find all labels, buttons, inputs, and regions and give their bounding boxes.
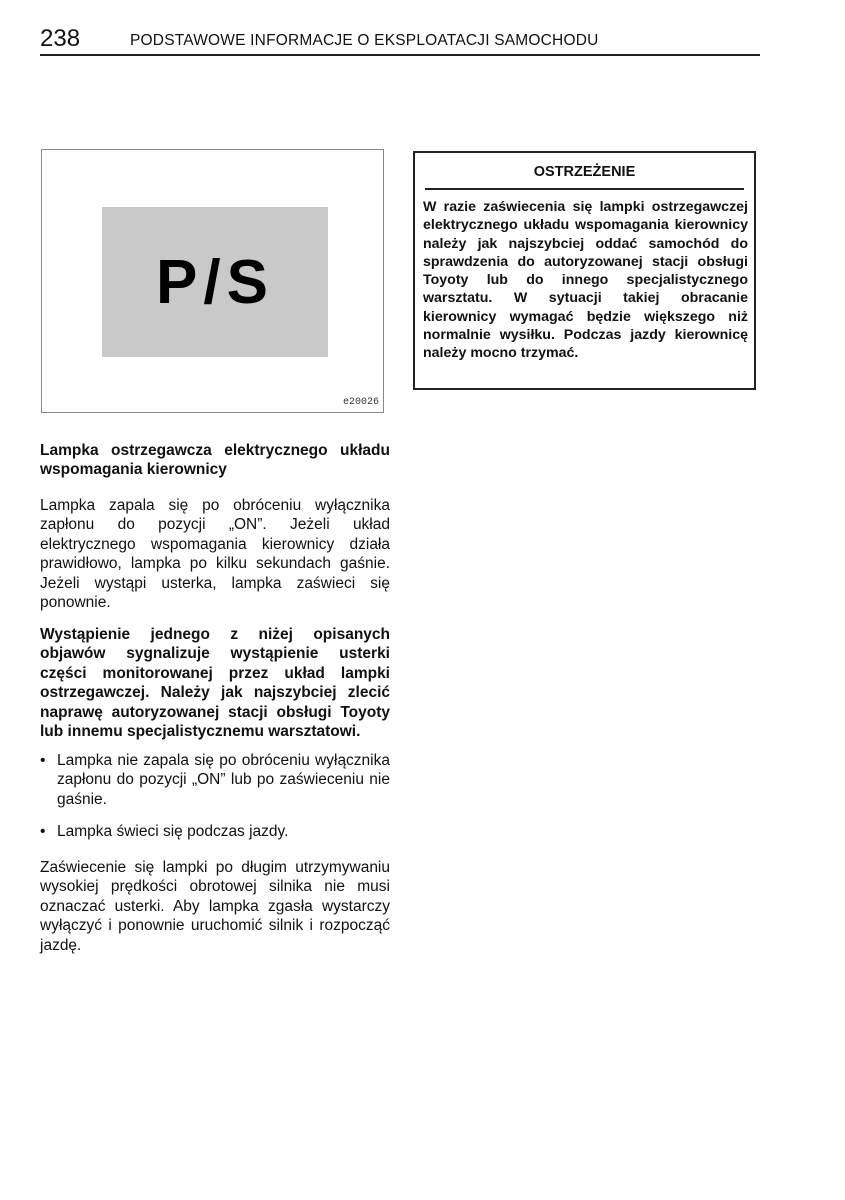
figure-code: e20026	[342, 397, 379, 408]
paragraph-3-block	[40, 858, 390, 955]
list-item-text: Lampka nie zapala się po obróceniu wyłącznika zapłonu do pozycji „ON” lub po zaświeceniu nie gaśnie.	[57, 752, 390, 808]
ps-warning-lamp-icon	[102, 207, 328, 357]
warning-body: W razie zaświecenia się lampki ostrzegawczej elektrycznego układu wspomagania kierownicy należy jak najszybciej oddać samochód do sprawdzenia do autoryzowanej stacji obsługi Toyoty lub do innego specjalistycznego warsztatu. W sytuacji takiej obracanie kierownicy wymagać będzie większego niż normalnie wysiłku. Podczas jazdy kierownicę należy mocno trzymać.	[423, 199, 748, 362]
warning-title: OSTRZEŻENIE	[425, 162, 744, 190]
running-title: PODSTAWOWE INFORMACJE O EKSPLOATACJI SAMOCHODU	[130, 32, 599, 49]
paragraph-2-block	[40, 625, 390, 741]
list-item-text: Lampka świeci się podczas jazdy.	[57, 823, 289, 840]
lamp-symbol-text: P/S	[156, 247, 274, 317]
warning-lamp-figure	[41, 149, 384, 413]
paragraph-2: Wystąpienie jednego z niżej opisanych objawów sygnalizuje wystąpienie usterki części monitorowanej przez układ lampki ostrzegawczej. Należy jak najszybciej zlecić naprawę autoryzowanej stacji obsługi Toyoty lub innemu specjalistycznemu warsztatowi.	[40, 626, 390, 741]
paragraph-3: Zaświecenie się lampki po długim utrzymywaniu wysokiej prędkości obrotowej silnika nie musi oznaczać usterki. Aby lampka zgasła wystarczy wyłączyć i ponownie uruchomić silnik i rozpocząć jazdę.	[40, 859, 390, 954]
paragraph-1-block	[40, 496, 390, 612]
page-number: 238	[40, 25, 81, 52]
page-header	[40, 26, 760, 56]
warning-box	[413, 151, 756, 390]
section-heading: Lampka ostrzegawcza elektrycznego układu wspomagania kierownicy	[40, 442, 390, 479]
bullet-icon: •	[40, 823, 46, 840]
section-heading-block	[40, 441, 390, 480]
bullet-icon: •	[40, 752, 46, 769]
paragraph-1: Lampka zapala się po obróceniu wyłącznika zapłonu do pozycji „ON”. Jeżeli układ elektrycznego wspomagania kierownicy działa prawidłowo, lampka po kilku sekundach gaśnie. Jeżeli wystąpi usterka, lampka zaświeci się ponownie.	[40, 497, 390, 612]
